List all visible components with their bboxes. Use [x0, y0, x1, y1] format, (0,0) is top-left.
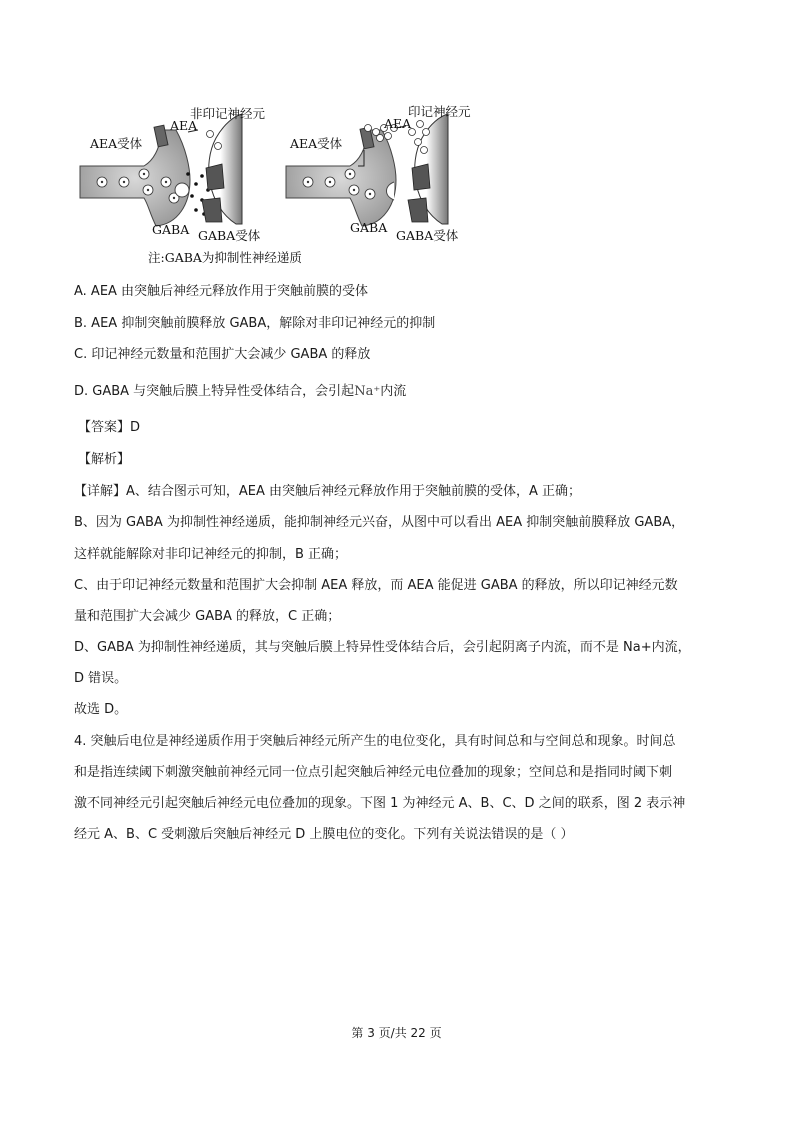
synapse-diagram: [78, 94, 524, 274]
explanation-line-6: D、GABA 为抑制性神经递质，其与突触后膜上特异性受体结合后，会引起阴离子内流，而不是 Na+内流，: [74, 640, 691, 655]
explanation-line-4: C、由于印记神经元数量和范围扩大会抑制 AEA 释放，而 AEA 能促进 GABA 的释放，所以印记神经元数: [74, 578, 678, 593]
option-d-prefix: D. GABA 与突触后膜上特异性受体结合，会引起: [74, 384, 355, 399]
explanation-line-3: 这样就能解除对非印记神经元的抑制，B 正确；: [74, 547, 348, 562]
left-aea-label: AEA: [170, 118, 198, 133]
option-d-ion: Na⁺: [354, 384, 381, 399]
option-c: C. 印记神经元数量和范围扩大会减少 GABA 的释放: [74, 347, 371, 362]
question4-line-3: 激不同神经元引起突触后神经元电位叠加的现象。下图 1 为神经元 A、B、C、D 之间的联系，图 2 表示神: [74, 796, 686, 811]
option-d: [74, 382, 406, 402]
answer-line: [78, 418, 140, 438]
aea-receptor-left: [154, 125, 168, 147]
right-aea-label: AEA: [384, 116, 412, 131]
option-a: A. AEA 由突触后神经元释放作用于突触前膜的受体: [74, 284, 369, 299]
left-gaba-label: GABA: [152, 222, 190, 237]
right-receptor-label: AEA受体: [290, 136, 343, 151]
right-title-label: 印记神经元: [408, 104, 471, 119]
explanation-line-7: D 错误。: [74, 671, 128, 686]
question4-line-1: 4. 突触后电位是神经递质作用于突触后神经元所产生的电位变化，具有时间总和与空间总和现象。时间总: [74, 734, 676, 749]
question4-line-2: 和是指连续阈下刺激突触前神经元同一位点引起突触后神经元电位叠加的现象；空间总和是指同时阈下刺: [74, 765, 673, 780]
left-gaba-receptor-label: GABA受体: [198, 228, 261, 243]
question4-line-4: 经元 A、B、C 受刺激后突触后神经元 D 上膜电位的变化。下列有关说法错误的是（ ）: [74, 827, 574, 842]
explanation-line-5: 量和范围扩大会减少 GABA 的释放，C 正确；: [74, 609, 341, 624]
answer-label: 【答案】: [78, 420, 131, 435]
option-d-suffix: 内流: [380, 384, 407, 399]
left-title-label: 非印记神经元: [190, 106, 266, 121]
option-b: B. AEA 抑制突触前膜释放 GABA，解除对非印记神经元的抑制: [74, 316, 436, 331]
answer-value: D: [130, 420, 141, 435]
right-gaba-receptor-label: GABA受体: [396, 228, 459, 243]
left-panel: [80, 114, 242, 226]
explanation-line-8: 故选 D。: [74, 702, 128, 717]
right-panel: [286, 114, 448, 226]
explanation-line-2: B、因为 GABA 为抑制性神经递质，能抑制神经元兴奋，从图中可以看出 AEA 抑制突触前膜释放 GABA，: [74, 515, 685, 530]
figure-note: 注:GABA为抑制性神经递质: [148, 250, 302, 265]
page-footer: 第 3 页/共 22 页: [351, 1026, 442, 1040]
synapse-figure: [78, 94, 524, 274]
explanation-line-1: 【详解】A、结合图示可知，AEA 由突触后神经元释放作用于突触前膜的受体，A 正确；: [74, 484, 582, 499]
right-gaba-label: GABA: [350, 220, 388, 235]
analysis-label: 【解析】: [78, 452, 131, 467]
left-receptor-label: AEA受体: [90, 136, 143, 151]
